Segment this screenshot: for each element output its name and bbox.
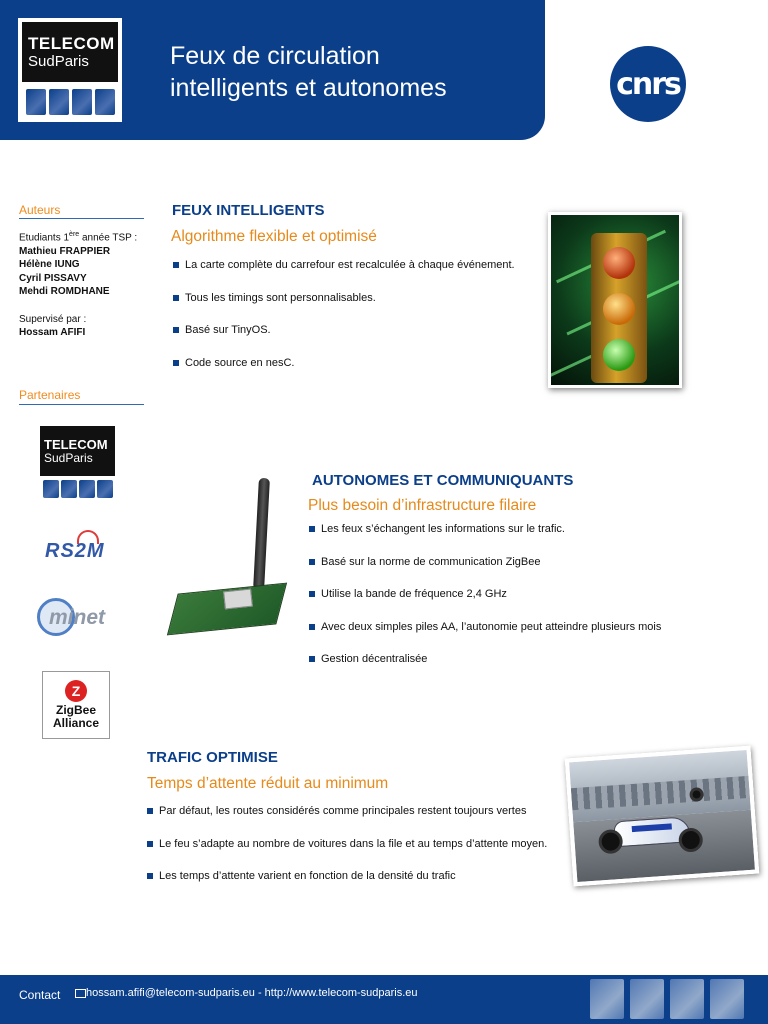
traffic-light-photo: [548, 212, 682, 388]
chip-icon: [223, 589, 253, 610]
traffic-light-icon: [591, 233, 647, 383]
author-name: Hélène IUNG: [19, 259, 80, 271]
logo-line2: SudParis: [28, 52, 89, 70]
list-item: Avec deux simples piles AA, l’autonomie peut atteindre plusieurs mois: [309, 621, 661, 654]
rs2m-text: RS2M: [45, 540, 105, 562]
logo-glyph: [43, 480, 59, 498]
page-title-line1: Feux de circulation: [170, 42, 380, 70]
minet-text: minet: [49, 606, 106, 629]
partner-tsp-glyphs: [40, 478, 115, 500]
students-prefix: Etudiants 1: [19, 232, 70, 244]
section-title-trafic-optimise: TRAFIC OPTIMISE: [147, 749, 278, 766]
supervisor-name: Hossam AFIFI: [19, 327, 86, 339]
footer-contact-link[interactable]: hossam.afifi@telecom-sudparis.eu - http://www.telecom-sudparis.eu: [86, 987, 418, 999]
logo-glyph-strip: [22, 86, 118, 118]
section-subtitle-trafic-optimise: Temps d’attente réduit au minimum: [147, 775, 389, 792]
logo-glyph: [61, 480, 77, 498]
logo-glyph: [97, 480, 113, 498]
list-item: Le feu s’adapte au nombre de voitures dans la file et au temps d’attente moyen.: [147, 838, 547, 871]
students-suffix: année TSP :: [79, 232, 138, 244]
supervised-label: Supervisé par :: [19, 313, 87, 325]
students-sup: ère: [69, 231, 80, 238]
partner-minet-logo: [37, 598, 117, 640]
telecom-sudparis-logo: [18, 18, 122, 122]
partner-tsp-line2: SudParis: [44, 450, 93, 465]
list-item: La carte complète du carrefour est recalculée à chaque événement.: [173, 259, 515, 292]
list-item: Gestion décentralisée: [309, 653, 661, 686]
logo-glyph: [95, 89, 115, 115]
page-title: [170, 40, 447, 104]
zigbee-z-icon: Z: [65, 680, 87, 702]
partner-telecom-sudparis-logo: [40, 426, 115, 501]
page-title-line2: intelligents et autonomes: [170, 74, 447, 102]
list-item: Les feux s’échangent les informations sur le trafic.: [309, 523, 661, 556]
logo-glyph: [49, 89, 69, 115]
footer-logo-glyphs: [590, 979, 744, 1019]
author-name: Mathieu FRAPPIER: [19, 245, 111, 257]
section-subtitle-feux-intelligents: Algorithme flexible et optimisé: [171, 228, 377, 245]
cnrs-logo: [610, 46, 686, 122]
zigbee-line1: ZigBee: [55, 703, 96, 717]
green-lamp: [603, 339, 635, 371]
cnrs-logo-text: cnrs: [616, 66, 680, 102]
logo-glyph: [670, 979, 704, 1019]
spacer: [19, 299, 137, 313]
author-name: Mehdi ROMDHANE: [19, 286, 110, 298]
author-name: Cyril PISSAVY: [19, 272, 87, 284]
header-banner: [0, 0, 545, 140]
bullet-list-trafic-optimise: [147, 805, 547, 903]
mail-icon: [75, 989, 86, 998]
authors-divider: [19, 218, 144, 219]
authors-heading: Auteurs: [19, 203, 61, 217]
section-title-autonomes: AUTONOMES ET COMMUNIQUANTS: [312, 472, 574, 489]
logo-glyph: [630, 979, 664, 1019]
footer-contact-label: Contact: [19, 988, 61, 1002]
partner-zigbee-logo: [42, 671, 110, 739]
students-label: [19, 228, 137, 245]
list-item: Utilise la bande de fréquence 2,4 GHz: [309, 588, 661, 621]
antenna-icon: [253, 478, 270, 590]
red-lamp: [603, 247, 635, 279]
partners-heading: Partenaires: [19, 388, 81, 402]
zigbee-board-photo: [168, 476, 286, 648]
authors-block: [19, 228, 137, 340]
list-item: Par défaut, les routes considérés comme principales restent toujours vertes: [147, 805, 547, 838]
list-item: Basé sur la norme de communication ZigBee: [309, 556, 661, 589]
logo-line1: TELECOM: [28, 33, 115, 53]
partner-tsp-text: [40, 426, 115, 476]
logo-text-block: [22, 22, 118, 82]
logo-glyph: [710, 979, 744, 1019]
section-subtitle-autonomes: Plus besoin d’infrastructure filaire: [308, 497, 537, 514]
bullet-list-autonomes: [309, 523, 661, 686]
logo-glyph: [26, 89, 46, 115]
list-item: Les temps d’attente varient en fonction de la densité du trafic: [147, 870, 547, 903]
footer-bar: [0, 975, 768, 1024]
partners-divider: [19, 404, 144, 405]
list-item: Code source en nesC.: [173, 357, 515, 390]
race-car-photo: [565, 746, 759, 887]
zigbee-line2: Alliance: [52, 716, 100, 730]
partner-rs2m-logo: [45, 530, 125, 570]
section-title-feux-intelligents: FEUX INTELLIGENTS: [172, 202, 325, 219]
bullet-list-feux-intelligents: [173, 259, 515, 389]
partner-tsp-line1: TELECOM: [44, 436, 108, 452]
logo-glyph: [79, 480, 95, 498]
amber-lamp: [603, 293, 635, 325]
logo-glyph: [590, 979, 624, 1019]
logo-glyph: [72, 89, 92, 115]
list-item: Basé sur TinyOS.: [173, 324, 515, 357]
list-item: Tous les timings sont personnalisables.: [173, 292, 515, 325]
